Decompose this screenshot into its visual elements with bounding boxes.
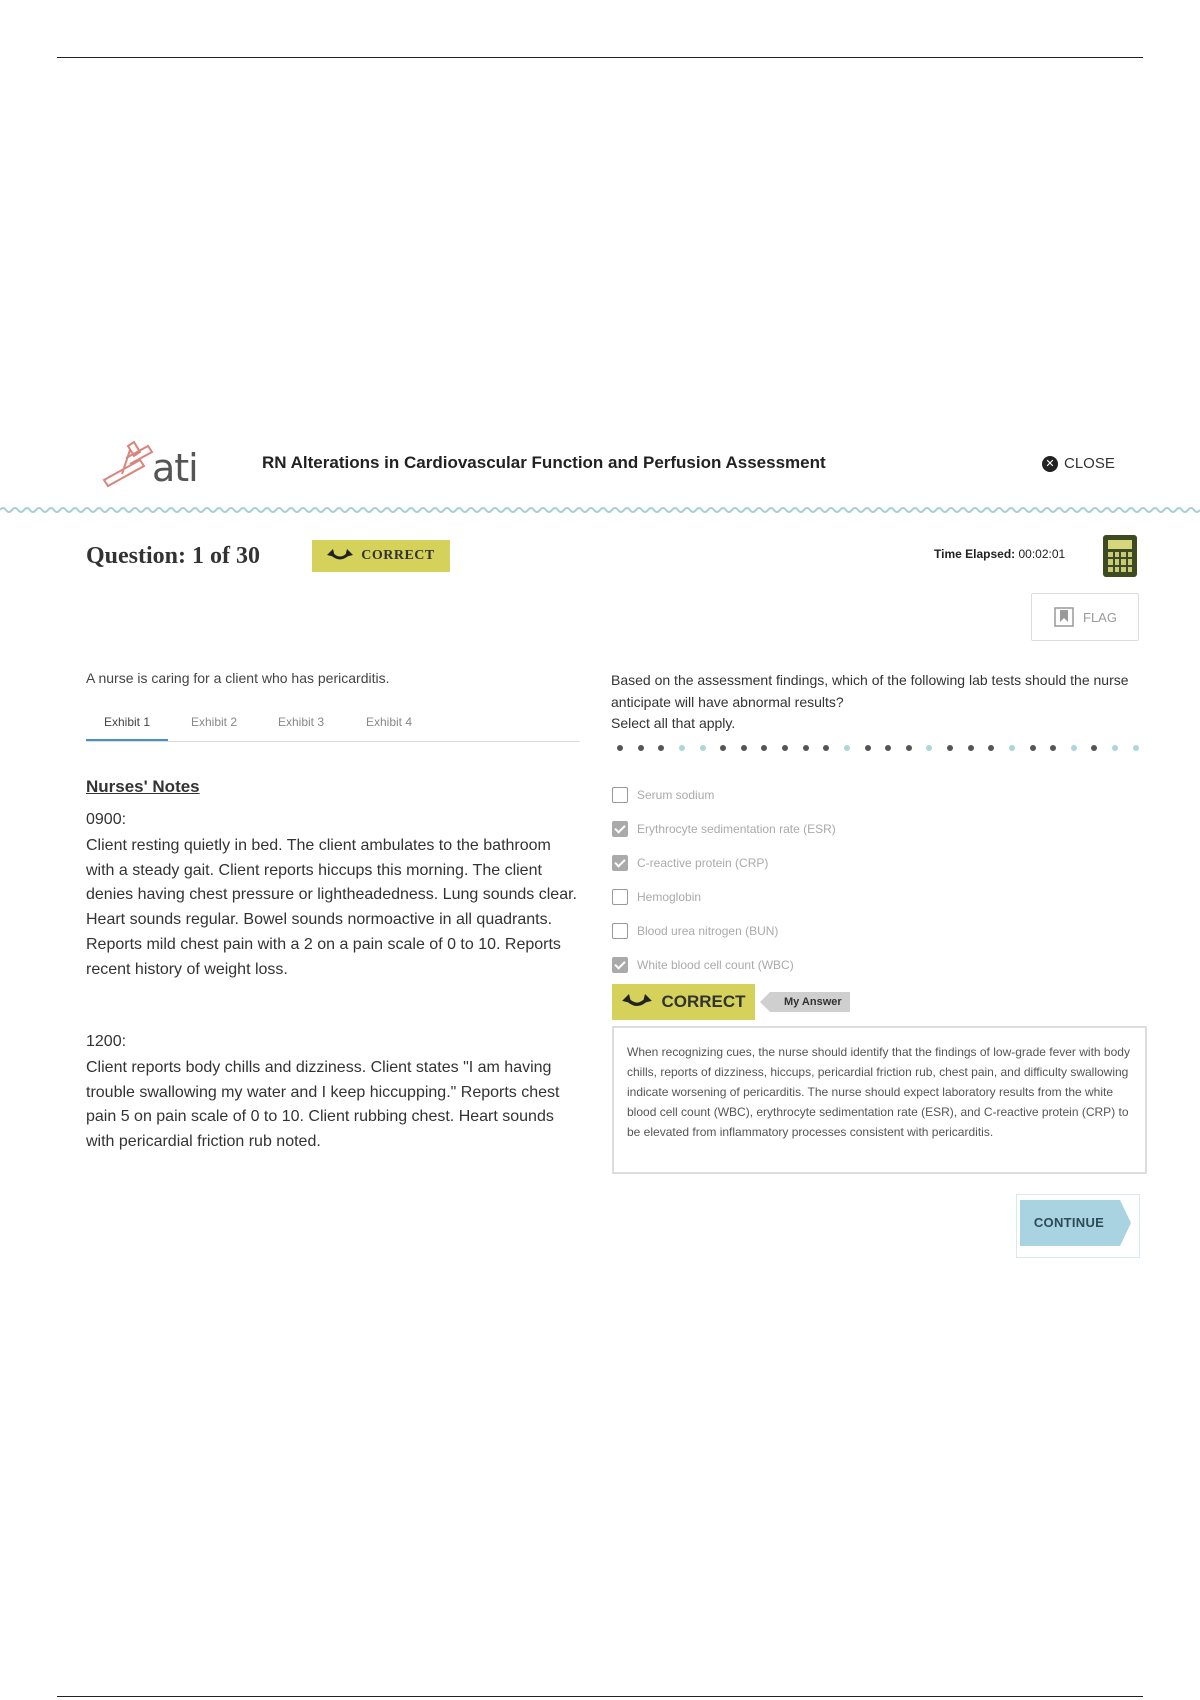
tab-exhibit-1[interactable]: Exhibit 1 [86, 705, 168, 741]
ati-logo [100, 438, 210, 498]
progress-dot [1091, 745, 1097, 751]
progress-dot [679, 745, 685, 751]
my-answer-tag: My Answer [770, 992, 850, 1012]
progress-dot [1112, 745, 1118, 751]
checkbox[interactable] [612, 957, 628, 973]
progress-dot [741, 745, 747, 751]
close-button[interactable] [1042, 455, 1115, 472]
assessment-app [0, 425, 1200, 1265]
rationale-box: When recognizing cues, the nurse should identify that the findings of low-grade fever with body chills, reports of dizziness, hiccups, pericardial friction rub, chest pain, and difficulty swallowing indicate worsening of pericarditis. The nurse should expect laboratory results from the white blood cell count (WBC), erythrocyte sedimentation rate (ESR), and C-reactive protein (CRP) to be elevated from inflammatory processes consistent with pericarditis. [612, 1026, 1147, 1174]
progress-dot [1133, 745, 1139, 751]
flag-button[interactable] [1031, 593, 1139, 641]
continue-button[interactable] [1016, 1194, 1140, 1258]
note-time-0900: 0900: [86, 811, 127, 828]
progress-dot [823, 745, 829, 751]
question-progress-dots [617, 743, 1139, 753]
header-divider-wave [0, 505, 1200, 515]
undo-arrow-icon [621, 994, 653, 1010]
tab-exhibit-2[interactable]: Exhibit 2 [191, 715, 238, 729]
checkbox[interactable] [612, 923, 628, 939]
time-elapsed [934, 547, 1065, 561]
result-label: CORRECT [661, 992, 746, 1011]
progress-dot [926, 745, 932, 751]
progress-dot [988, 745, 994, 751]
assessment-title: RN Alterations in Cardiovascular Function and Perfusion Assessment [262, 453, 826, 472]
time-elapsed-value: 00:02:01 [1018, 547, 1066, 561]
question-stem: A nurse is caring for a client who has pericarditis. [86, 670, 390, 686]
progress-dot [1030, 745, 1036, 751]
tab-exhibit-4[interactable]: Exhibit 4 [366, 715, 413, 729]
prompt-text: Based on the assessment findings, which of the following lab tests should the nurse anticipate will have abnormal results? [611, 672, 1129, 710]
progress-dot [761, 745, 767, 751]
note-time-1200: 1200: [86, 1033, 127, 1050]
note-body-0900: Client resting quietly in bed. The client ambulates to the bathroom with a steady gait. Client reports hiccups this morning. The client denies having chest pressure or lightheadedness. Lung sounds clear. Heart sounds regular. Bowel sounds normoactive in all quadrants. Reports mild chest pain with a 2 on a pain scale of 0 to 10. Reports recent history of weight loss. [86, 837, 577, 978]
progress-dot [782, 745, 788, 751]
app-header [0, 425, 1200, 505]
flag-label: FLAG [1083, 609, 1117, 625]
option-crp[interactable] [612, 855, 768, 871]
progress-dot [1071, 745, 1077, 751]
result-badge [612, 984, 755, 1020]
progress-dot [1050, 745, 1056, 751]
progress-dot [1009, 745, 1015, 751]
checkbox[interactable] [612, 821, 628, 837]
option-label: Hemoglobin [637, 890, 702, 904]
progress-dot [658, 745, 664, 751]
page-bottom-rule [57, 1696, 1143, 1697]
progress-dot [865, 745, 871, 751]
option-label: C-reactive protein (CRP) [637, 856, 769, 870]
option-label: White blood cell count (WBC) [637, 958, 794, 972]
exhibit-tabs [86, 705, 580, 742]
question-status-badge [312, 540, 450, 572]
option-label: Erythrocyte sedimentation rate (ESR) [637, 822, 836, 836]
close-label: CLOSE [1064, 455, 1115, 472]
option-label: Serum sodium [637, 788, 715, 802]
progress-dot [968, 745, 974, 751]
option-hemoglobin[interactable] [612, 889, 701, 905]
progress-dot [947, 745, 953, 751]
tab-exhibit-3[interactable]: Exhibit 3 [278, 715, 325, 729]
option-serum-sodium[interactable] [612, 787, 714, 803]
close-icon: ✕ [1042, 456, 1058, 472]
calculator-icon[interactable] [1103, 535, 1137, 577]
time-elapsed-label: Time Elapsed: [934, 547, 1016, 561]
progress-dot [885, 745, 891, 751]
question-prompt [611, 670, 1141, 735]
checkbox[interactable] [612, 787, 628, 803]
undo-arrow-icon [327, 549, 353, 563]
checkbox[interactable] [612, 889, 628, 905]
nurses-notes-heading: Nurses' Notes [86, 777, 200, 796]
checkbox[interactable] [612, 855, 628, 871]
logo-text: ati [152, 446, 198, 490]
prompt-instruction: Select all that apply. [611, 715, 736, 731]
bookmark-icon [1053, 606, 1075, 628]
option-label: Blood urea nitrogen (BUN) [637, 924, 779, 938]
progress-dot [720, 745, 726, 751]
option-wbc[interactable] [612, 957, 794, 973]
progress-dot [844, 745, 850, 751]
question-counter: Question: 1 of 30 [86, 543, 260, 569]
progress-dot [638, 745, 644, 751]
progress-dot [617, 745, 623, 751]
status-label: CORRECT [361, 548, 435, 563]
option-bun[interactable] [612, 923, 778, 939]
option-esr[interactable] [612, 821, 836, 837]
page-top-rule [57, 57, 1143, 58]
continue-label: CONTINUE [1033, 1215, 1105, 1230]
progress-dot [700, 745, 706, 751]
note-body-1200: Client reports body chills and dizziness. Client states "I am having trouble swallowing my water and I keep hiccupping." Reports chest pain 5 on pain scale of 0 to 10. Client rubbing chest. Heart sounds with pericardial friction rub noted. [86, 1059, 560, 1151]
progress-dot [906, 745, 912, 751]
progress-dot [803, 745, 809, 751]
